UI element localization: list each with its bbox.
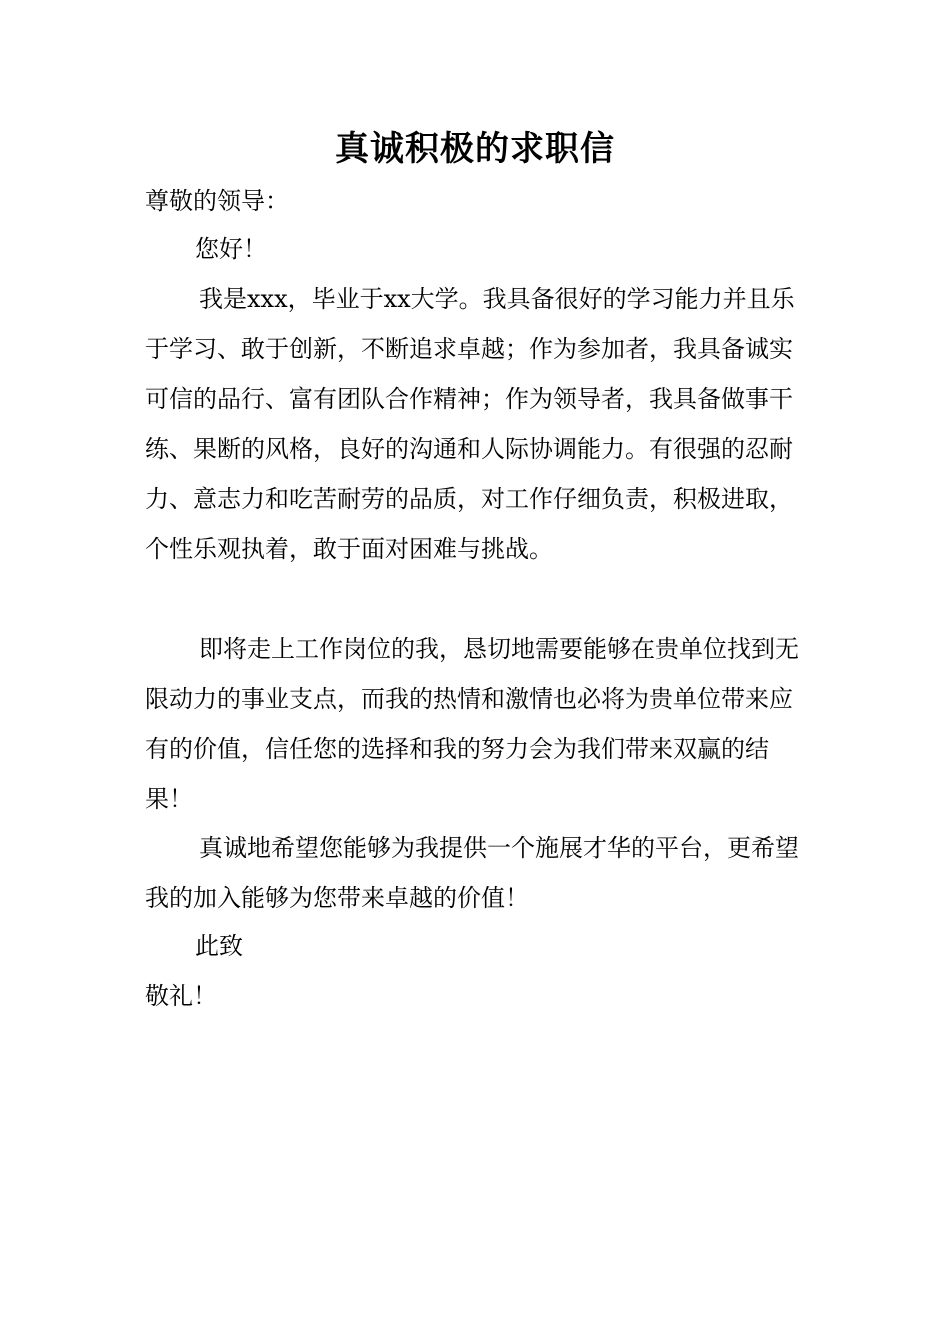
paragraph-aspiration: 即将走上工作岗位的我，恳切地需要能够在贵单位找到无限动力的事业支点，而我的热情和激情也必将为贵单位带来应有的价值，信任您的选择和我的努力会为我们带来双赢的结果！ (145, 635, 799, 813)
closing-line-1: 此致 (195, 932, 243, 960)
salutation: 尊敬的领导： (145, 187, 289, 215)
paragraph-hope: 真诚地希望您能够为我提供一个施展才华的平台，更希望我的加入能够为您带来卓越的价值！ (145, 834, 799, 912)
letter-title: 真诚积极的求职信 (335, 129, 615, 169)
paragraph-introduction: 我是xxx，毕业于xx大学。我具备很好的学习能力并且乐于学习、敢于创新，不断追求卓越；作为参加者，我具备诚实可信的品行、富有团队合作精神；作为领导者，我具备做事干练、果断的风格，良好的沟通和人际协调能力。有很强的忍耐力、意志力和吃苦耐劳的品质，对工作仔细负责，积极进取，个性乐观执着，敢于面对困难与挑战。 (145, 285, 795, 563)
closing-line-2: 敬礼！ (145, 982, 217, 1010)
greeting: 您好！ (195, 235, 267, 263)
